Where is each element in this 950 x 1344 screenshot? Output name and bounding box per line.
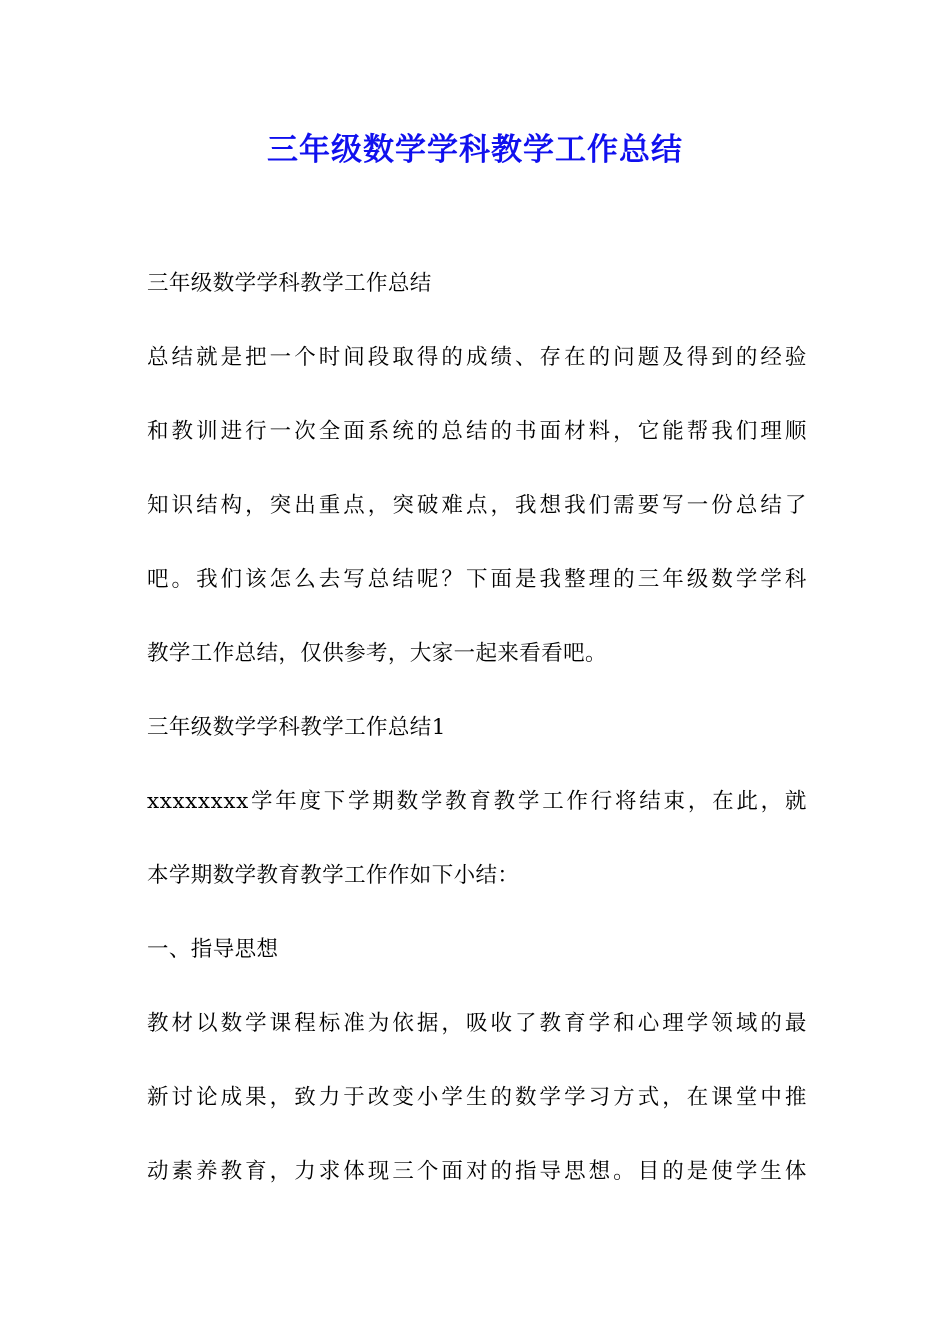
section-heading: 三年级数学学科教学工作总结1 [147,715,446,740]
section-heading: 一、指导思想 [147,937,279,962]
paragraph-line: 知识结构，突出重点，突破难点，我想我们需要写一份总结了 [147,493,807,518]
document-body [147,260,807,1222]
paragraph-line: 吧。我们该怎么去写总结呢？下面是我整理的三年级数学学科 [147,567,807,592]
paragraph-line: xxxxxxxx学年度下学期数学教育教学工作行将结束，在此，就 [147,789,807,814]
paragraph-line: 和教训进行一次全面系统的总结的书面材料，它能帮我们理顺 [147,419,807,444]
paragraph-line: 新讨论成果，致力于改变小学生的数学学习方式，在课堂中推 [147,1085,807,1110]
document-title: 三年级数学学科教学工作总结 [267,132,683,168]
subtitle-line: 三年级数学学科教学工作总结 [147,271,432,296]
paragraph-line: 本学期数学教育教学工作作如下小结： [147,863,520,888]
paragraph-line: 总结就是把一个时间段取得的成绩、存在的问题及得到的经验 [147,345,807,370]
paragraph-line: 教学工作总结，仅供参考，大家一起来看看吧。 [147,641,607,666]
paragraph-line: 教材以数学课程标准为依据，吸收了教育学和心理学领域的最 [147,1011,807,1036]
paragraph-line: 动素养教育，力求体现三个面对的指导思想。目的是使学生体 [147,1159,807,1184]
